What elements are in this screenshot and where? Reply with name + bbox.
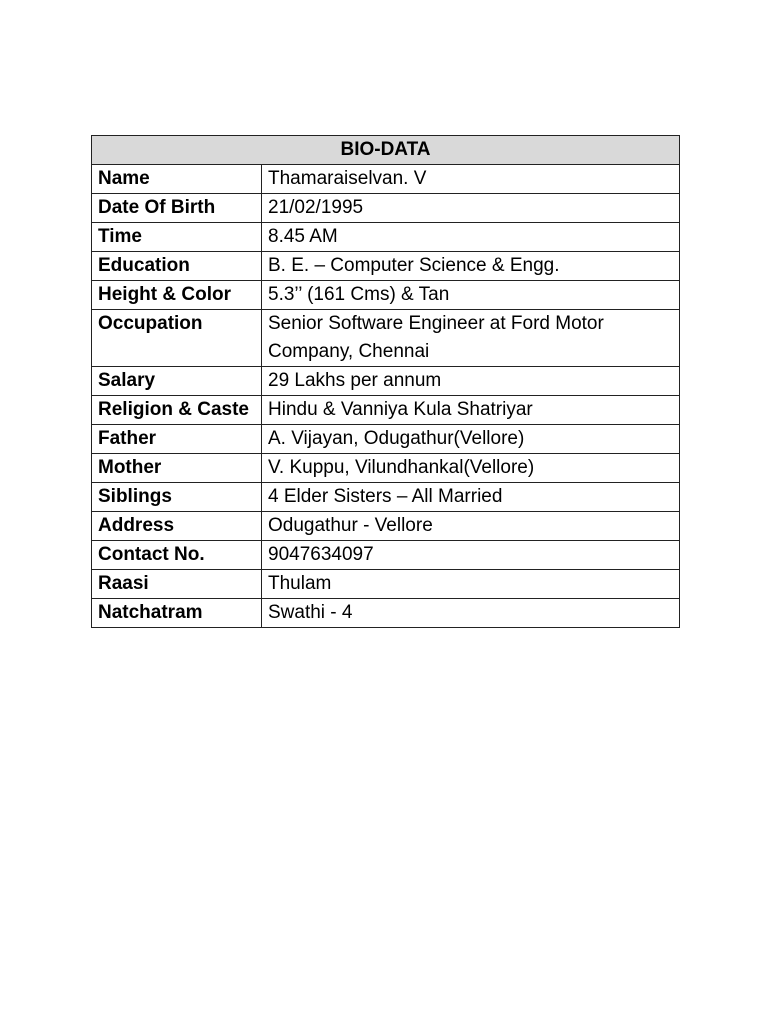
row-value: B. E. – Computer Science & Engg. bbox=[262, 252, 680, 281]
biodata-title: BIO-DATA bbox=[92, 136, 680, 165]
row-label: Name bbox=[92, 165, 262, 194]
table-row-raasi bbox=[92, 570, 680, 599]
row-value: Hindu & Vanniya Kula Shatriyar bbox=[262, 396, 680, 425]
table-row-time bbox=[92, 223, 680, 252]
row-label: Occupation bbox=[92, 310, 262, 367]
row-value: 21/02/1995 bbox=[262, 194, 680, 223]
row-label: Address bbox=[92, 512, 262, 541]
row-value: Odugathur - Vellore bbox=[262, 512, 680, 541]
row-value: Swathi - 4 bbox=[262, 599, 680, 628]
row-label: Time bbox=[92, 223, 262, 252]
table-row-salary bbox=[92, 367, 680, 396]
row-label: Siblings bbox=[92, 483, 262, 512]
row-label: Date Of Birth bbox=[92, 194, 262, 223]
table-row-date-of-birth bbox=[92, 194, 680, 223]
row-value: 9047634097 bbox=[262, 541, 680, 570]
table-row-occupation bbox=[92, 310, 680, 367]
table-row-contact-no bbox=[92, 541, 680, 570]
row-label: Religion & Caste bbox=[92, 396, 262, 425]
table-row-father bbox=[92, 425, 680, 454]
table-row-religion-caste bbox=[92, 396, 680, 425]
row-value: V. Kuppu, Vilundhankal(Vellore) bbox=[262, 454, 680, 483]
row-value: Senior Software Engineer at Ford Motor Company, Chennai bbox=[262, 310, 680, 367]
row-value: 5.3’’ (161 Cms) & Tan bbox=[262, 281, 680, 310]
table-row-name bbox=[92, 165, 680, 194]
row-label: Contact No. bbox=[92, 541, 262, 570]
row-label: Height & Color bbox=[92, 281, 262, 310]
table-row-siblings bbox=[92, 483, 680, 512]
table-row-natchatram bbox=[92, 599, 680, 628]
row-label: Father bbox=[92, 425, 262, 454]
row-label: Natchatram bbox=[92, 599, 262, 628]
table-row-height-color bbox=[92, 281, 680, 310]
row-label: Mother bbox=[92, 454, 262, 483]
row-value: Thamaraiselvan. V bbox=[262, 165, 680, 194]
table-row-address bbox=[92, 512, 680, 541]
row-value: A. Vijayan, Odugathur(Vellore) bbox=[262, 425, 680, 454]
row-value: 4 Elder Sisters – All Married bbox=[262, 483, 680, 512]
row-value: 29 Lakhs per annum bbox=[262, 367, 680, 396]
row-label: Raasi bbox=[92, 570, 262, 599]
row-label: Salary bbox=[92, 367, 262, 396]
row-value: 8.45 AM bbox=[262, 223, 680, 252]
table-header-row bbox=[92, 136, 680, 165]
table-row-mother bbox=[92, 454, 680, 483]
row-label: Education bbox=[92, 252, 262, 281]
biodata-table bbox=[91, 135, 680, 628]
table-row-education bbox=[92, 252, 680, 281]
row-value: Thulam bbox=[262, 570, 680, 599]
